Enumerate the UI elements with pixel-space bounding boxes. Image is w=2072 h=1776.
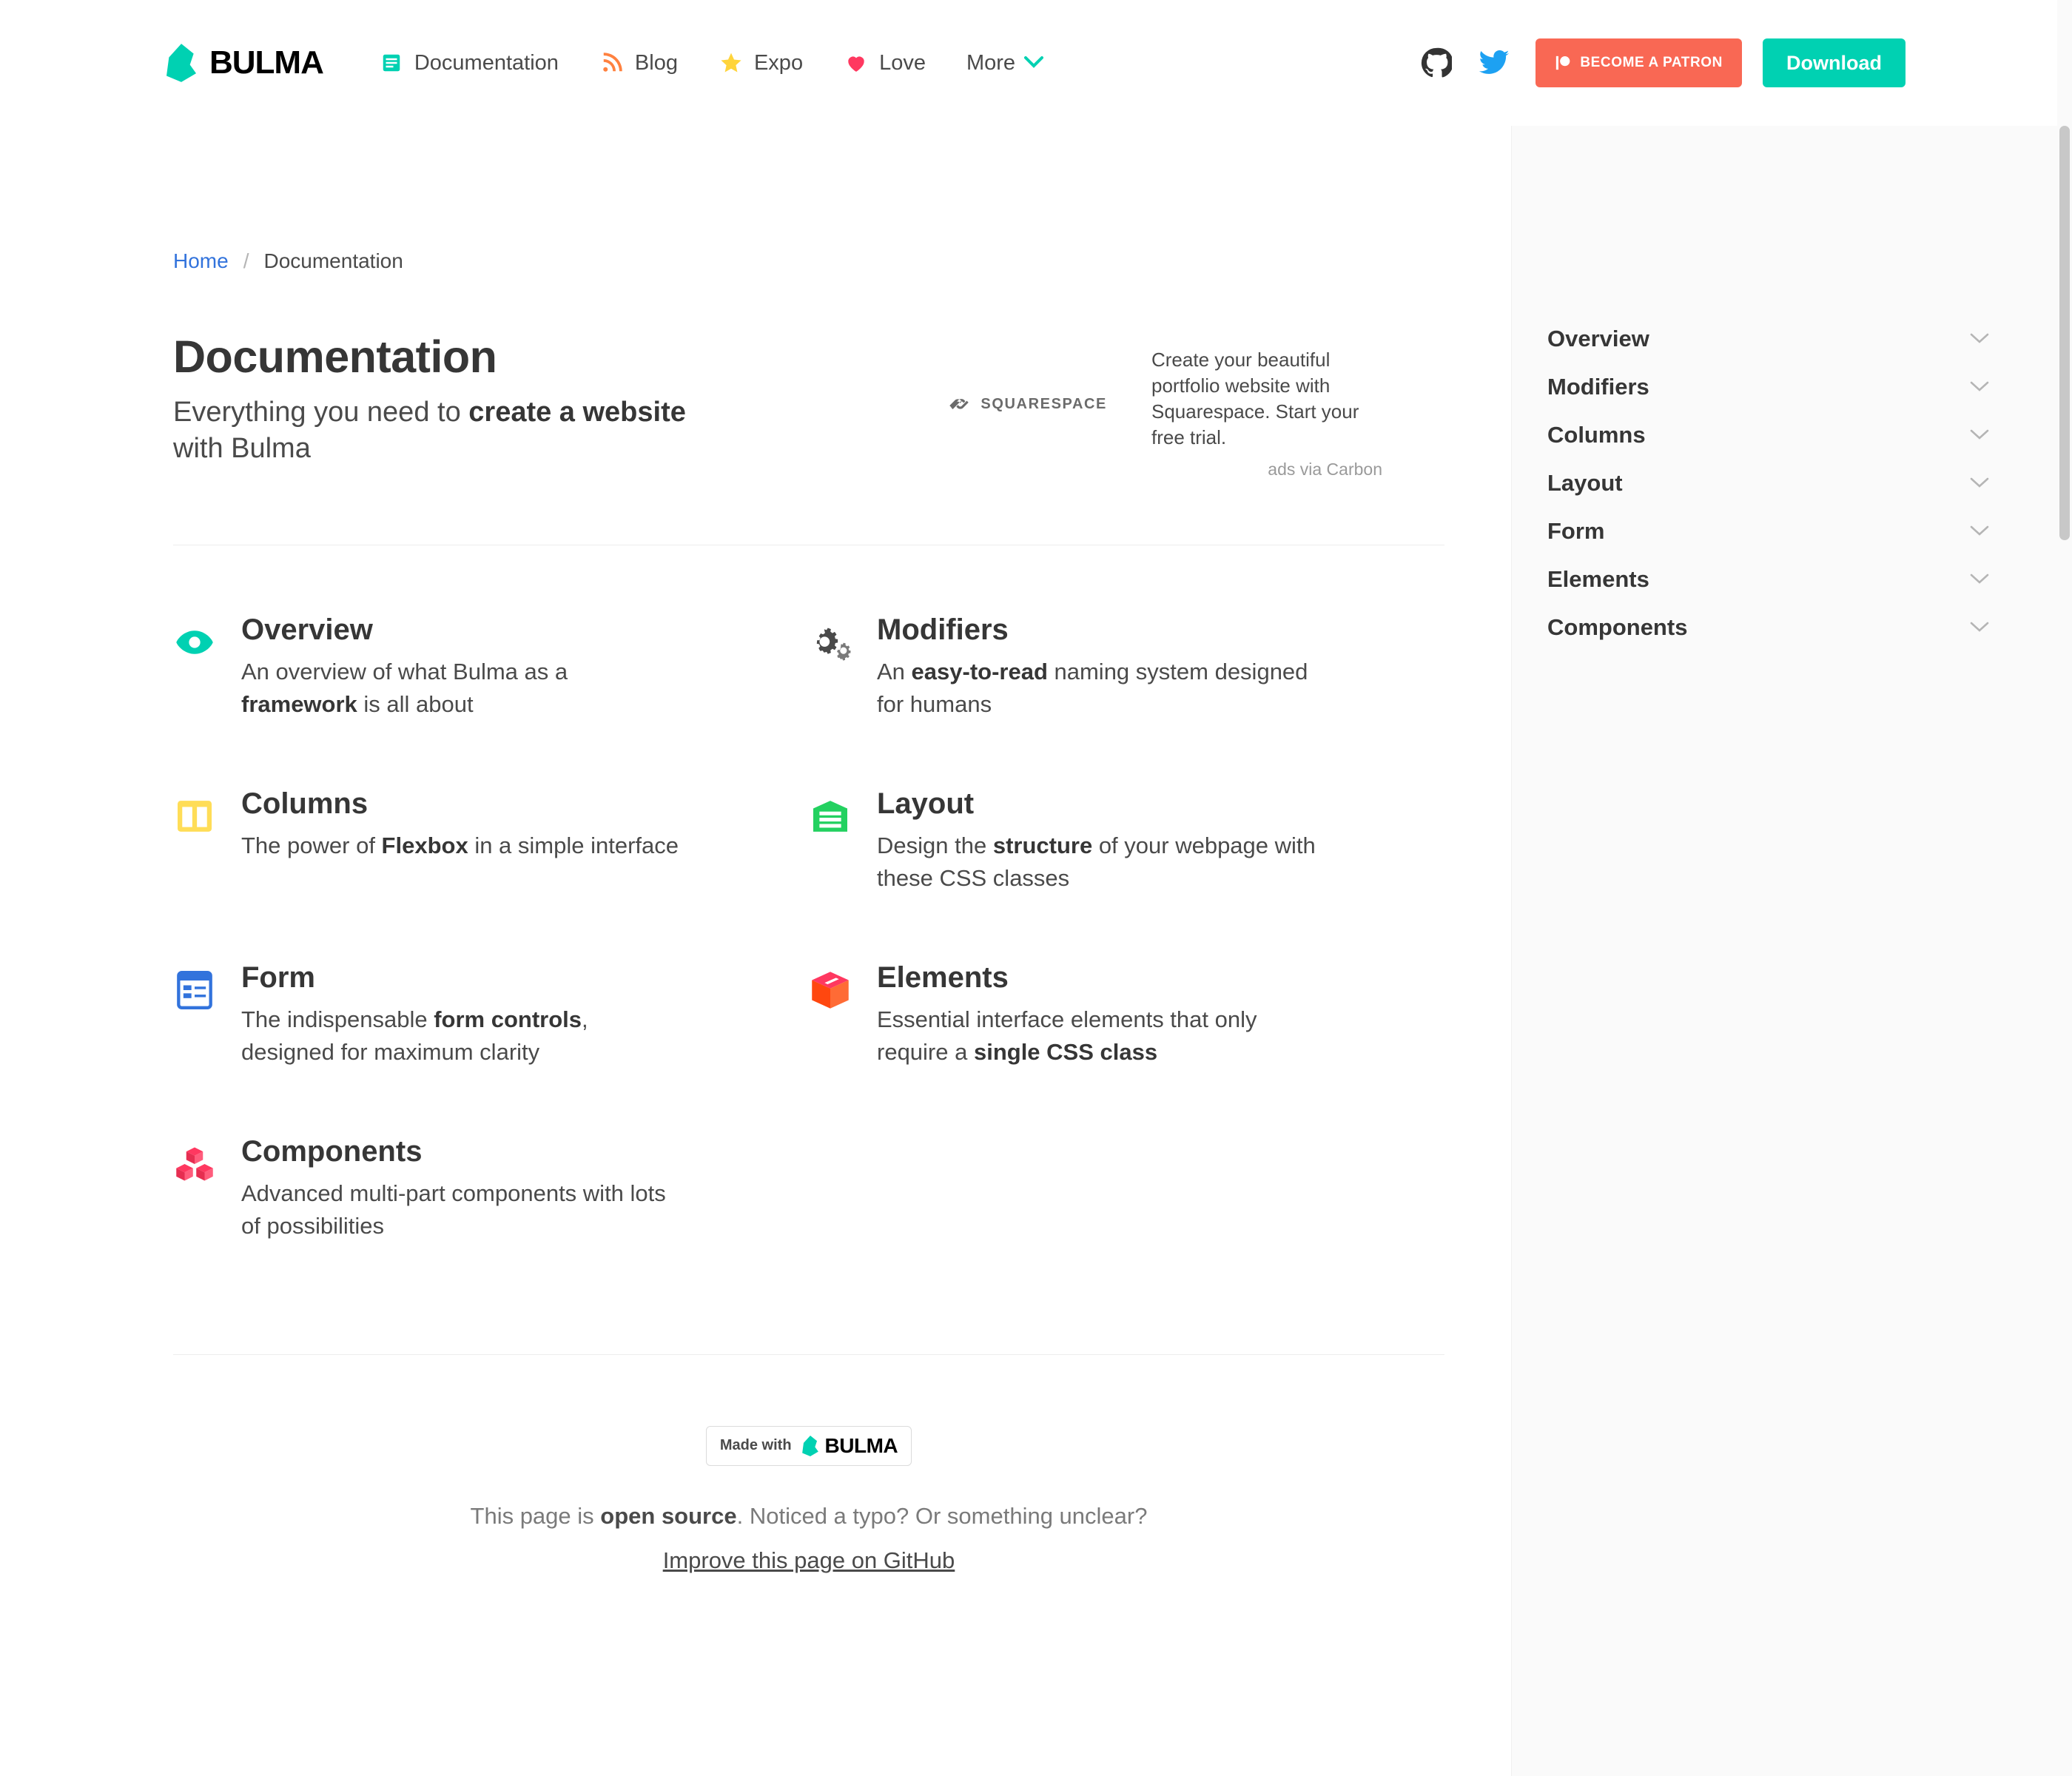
doc-card-overview[interactable] bbox=[173, 613, 809, 721]
made-with-brand: BULMA bbox=[824, 1433, 898, 1457]
footer-text-pre: This page is bbox=[470, 1502, 601, 1529]
sidebar-item-label: Modifiers bbox=[1547, 373, 1649, 400]
desc-pre: Advanced multi-part components with lots of possibilities bbox=[241, 1180, 666, 1240]
title-row bbox=[173, 331, 1444, 480]
squarespace-logo bbox=[946, 391, 1107, 417]
squarespace-wordmark: SQUARESPACE bbox=[980, 395, 1107, 412]
bulma-logo-icon bbox=[166, 44, 196, 82]
sidebar-item-columns[interactable] bbox=[1512, 411, 2072, 459]
desc-pre: The power of bbox=[241, 832, 382, 859]
sidebar-item-modifiers[interactable] bbox=[1512, 363, 2072, 411]
sidebar-item-elements[interactable] bbox=[1512, 555, 2072, 603]
desc-post: of your webpage with these CSS classes bbox=[877, 832, 1316, 892]
nav-label-blog: Blog bbox=[634, 50, 678, 75]
chevron-down-icon[interactable] bbox=[1970, 574, 1989, 585]
doc-card-title[interactable]: Form bbox=[241, 961, 315, 995]
desc-pre: The indispensable bbox=[241, 1006, 434, 1033]
main-content bbox=[0, 126, 1511, 1776]
sidebar-item-components[interactable] bbox=[1512, 603, 2072, 651]
subtitle-strong: create a website bbox=[468, 397, 686, 428]
nav-item-blog[interactable] bbox=[599, 50, 678, 75]
footer-text-post: . Noticed a typo? Or something unclear? bbox=[736, 1502, 1148, 1529]
page-body bbox=[0, 126, 2072, 1776]
nav-label-documentation: Documentation bbox=[414, 50, 559, 75]
nav-label-expo: Expo bbox=[753, 50, 804, 75]
doc-card-desc bbox=[241, 1177, 685, 1242]
desc-pre: Essential interface elements that only require a bbox=[877, 1006, 1257, 1066]
doc-card-components[interactable] bbox=[173, 1135, 809, 1242]
page-title: Documentation bbox=[173, 332, 497, 382]
page-subtitle bbox=[173, 394, 691, 466]
desc-strong: form controls bbox=[434, 1006, 582, 1033]
doc-card-title[interactable]: Modifiers bbox=[877, 613, 1009, 647]
desc-strong: easy-to-read bbox=[911, 659, 1048, 685]
desc-pre: Design the bbox=[877, 832, 993, 859]
nav-label-more: More bbox=[966, 50, 1016, 75]
made-with-bulma-badge[interactable] bbox=[706, 1426, 912, 1466]
desc-strong: structure bbox=[992, 832, 1093, 859]
chevron-down-icon[interactable] bbox=[1970, 622, 1989, 633]
doc-card-title[interactable]: Components bbox=[241, 1135, 423, 1168]
doc-card-elements[interactable] bbox=[809, 961, 1444, 1069]
navbar bbox=[0, 0, 2072, 126]
chevron-down-icon[interactable] bbox=[1970, 381, 1989, 392]
github-icon[interactable] bbox=[1420, 47, 1453, 79]
brand-name: BULMA bbox=[209, 44, 323, 81]
sidebar-item-form[interactable] bbox=[1512, 507, 2072, 555]
columns-icon bbox=[173, 795, 216, 838]
doc-card-columns[interactable] bbox=[173, 787, 809, 895]
breadcrumb bbox=[173, 126, 1444, 273]
desc-post: naming system designed for humans bbox=[877, 659, 1308, 718]
layout-icon bbox=[809, 795, 852, 838]
chevron-down-icon[interactable] bbox=[1970, 477, 1989, 488]
rss-icon bbox=[599, 50, 625, 75]
desc-post: in a simple interface bbox=[468, 832, 679, 859]
doc-card-desc bbox=[241, 830, 679, 862]
doc-card-layout[interactable] bbox=[809, 787, 1444, 895]
navbar-right bbox=[1420, 38, 1906, 87]
squarespace-icon bbox=[946, 391, 972, 417]
doc-cards-grid bbox=[173, 613, 1444, 1309]
footer-text bbox=[173, 1503, 1444, 1530]
brand-logo-link[interactable] bbox=[166, 44, 323, 82]
desc-strong: framework bbox=[241, 691, 357, 718]
sidebar-item-label: Layout bbox=[1547, 469, 1623, 496]
heart-icon bbox=[844, 50, 869, 75]
doc-card-desc bbox=[241, 1003, 685, 1069]
patreon-icon bbox=[1555, 55, 1571, 71]
carbon-ad[interactable] bbox=[946, 347, 1382, 480]
chevron-down-icon[interactable] bbox=[1970, 525, 1989, 536]
desc-pre: An overview of what Bulma as a bbox=[241, 659, 568, 685]
sidebar-item-overview[interactable] bbox=[1512, 314, 2072, 363]
cogs-icon bbox=[809, 621, 852, 664]
twitter-icon[interactable] bbox=[1478, 47, 1510, 79]
cubes-icon bbox=[173, 1143, 216, 1185]
sidebar-item-label: Elements bbox=[1547, 565, 1649, 592]
title-block bbox=[173, 331, 946, 466]
book-icon bbox=[379, 50, 404, 75]
breadcrumb-home-link[interactable]: Home bbox=[173, 249, 229, 272]
eye-icon bbox=[173, 621, 216, 664]
nav-label-love: Love bbox=[879, 50, 926, 75]
footer bbox=[173, 1355, 1444, 1663]
scrollbar-thumb[interactable] bbox=[2059, 126, 2070, 540]
breadcrumb-separator: / bbox=[243, 249, 249, 272]
doc-card-modifiers[interactable] bbox=[809, 613, 1444, 721]
sidebar-item-label: Columns bbox=[1547, 421, 1646, 448]
chevron-down-icon bbox=[1024, 54, 1043, 72]
desc-strong: single CSS class bbox=[973, 1039, 1158, 1066]
subtitle-pre: Everything you need to bbox=[173, 397, 469, 428]
nav-item-expo[interactable] bbox=[719, 50, 803, 75]
nav-item-more[interactable] bbox=[966, 51, 1043, 75]
carbon-ad-text[interactable]: Create your beautiful portfolio website with Squarespace. Start your free trial. bbox=[1151, 349, 1359, 449]
desc-post: is all about bbox=[357, 691, 474, 718]
chevron-down-icon[interactable] bbox=[1970, 429, 1989, 440]
star-icon bbox=[719, 50, 744, 75]
form-icon bbox=[173, 969, 216, 1012]
sidebar-item-layout[interactable] bbox=[1512, 459, 2072, 507]
footer-text-strong: open source bbox=[600, 1502, 737, 1529]
doc-card-title[interactable]: Layout bbox=[877, 787, 975, 821]
doc-card-title[interactable]: Elements bbox=[877, 961, 1009, 995]
sidebar-item-label: Components bbox=[1547, 613, 1688, 640]
breadcrumb-current: Documentation bbox=[263, 249, 403, 272]
doc-card-desc bbox=[241, 656, 685, 721]
become-a-patron-button[interactable] bbox=[1536, 38, 1742, 87]
doc-card-title[interactable]: Overview bbox=[241, 613, 373, 647]
doc-card-desc bbox=[877, 1003, 1321, 1069]
navbar-left bbox=[166, 44, 1084, 82]
doc-card-desc bbox=[877, 830, 1321, 895]
download-button[interactable] bbox=[1763, 38, 1906, 87]
desc-post: , designed for maximum clarity bbox=[241, 1006, 588, 1066]
doc-card-title[interactable]: Columns bbox=[241, 787, 369, 821]
patron-label: BECOME A PATRON bbox=[1580, 55, 1723, 70]
doc-card-form[interactable] bbox=[173, 961, 809, 1069]
sidebar-menu bbox=[1511, 126, 2072, 1776]
nav-item-documentation[interactable] bbox=[379, 50, 559, 75]
nav-item-love[interactable] bbox=[844, 50, 926, 75]
made-with-label: Made with bbox=[719, 1437, 792, 1453]
chevron-down-icon[interactable] bbox=[1970, 333, 1989, 344]
improve-page-link[interactable]: Improve this page on GitHub bbox=[662, 1547, 955, 1573]
desc-pre: An bbox=[877, 659, 912, 685]
carbon-ad-credit[interactable]: ads via Carbon bbox=[1268, 460, 1382, 480]
bulma-logo-icon-small bbox=[802, 1436, 818, 1456]
sidebar-item-label: Form bbox=[1547, 517, 1605, 544]
subtitle-post: with Bulma bbox=[173, 432, 311, 464]
desc-strong: Flexbox bbox=[381, 832, 468, 859]
download-label: Download bbox=[1786, 51, 1882, 74]
sidebar-item-label: Overview bbox=[1547, 325, 1649, 352]
doc-card-desc bbox=[877, 656, 1321, 721]
box-icon bbox=[809, 969, 852, 1012]
